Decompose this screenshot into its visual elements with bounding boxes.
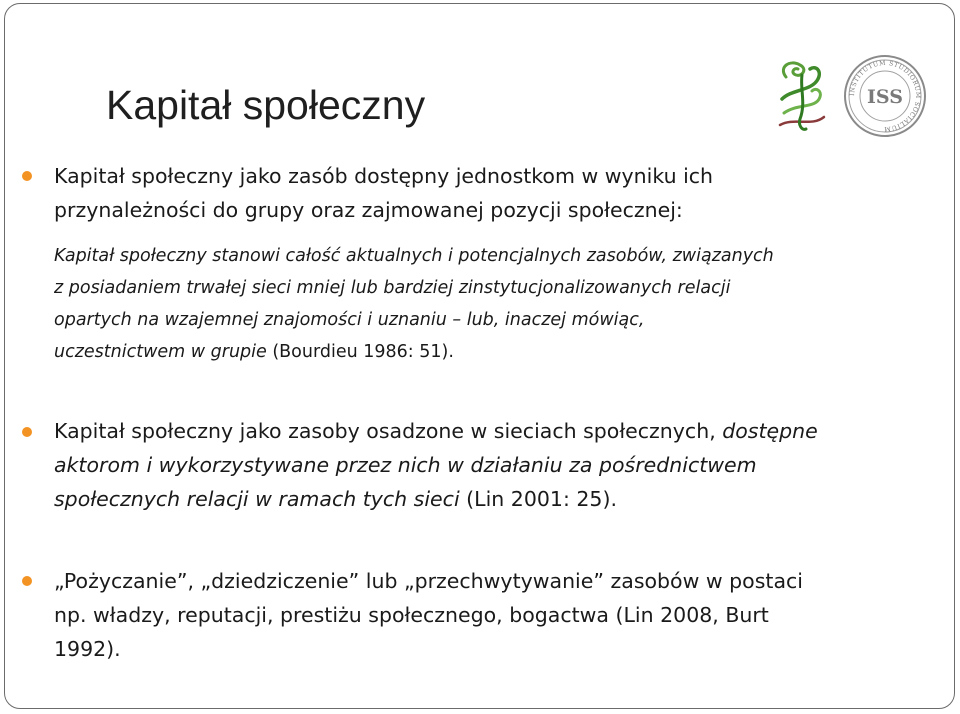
bullet-3-line-3: 1992).: [54, 637, 121, 661]
bullet-2-line-3: [54, 482, 818, 516]
bullet-2-text: [54, 414, 818, 516]
slide-title: Kapitał społeczny: [106, 82, 426, 128]
bullet-1-line-1: Kapitał społeczny jako zasób dostępny jednostkom w wyniku ich: [54, 164, 714, 188]
bullet-1-text: [54, 159, 713, 227]
bullet-2-marker: [22, 427, 32, 437]
bullet-3-line-2: np. władzy, reputacji, prestiżu społecznego, bogactwa (Lin 2008, Burt: [54, 603, 769, 627]
quote-line-3: opartych na wzajemnej znajomości i uznaniu – lub, inaczej mówiąc,: [54, 310, 645, 330]
bullet-1-line-2: przynależności do grupy oraz zajmowanej pozycji społecznej:: [54, 198, 683, 222]
bullet-2-line-3-italic: społecznych relacji w ramach tych sieci: [54, 487, 460, 511]
bullet-3-marker: [22, 576, 32, 586]
bullet-2-line-1-plain: Kapitał społeczny jako zasoby osadzone w sieciach społecznych,: [54, 419, 723, 443]
quote-line-4-italic: uczestnictwem w grupie: [54, 342, 267, 362]
quote-line-1: Kapitał społeczny stanowi całość aktualnych i potencjalnych zasobów, związanych: [54, 246, 774, 266]
iss-seal-logo-icon: [843, 54, 927, 138]
svg-text:ISS: ISS: [867, 86, 903, 108]
quote-line-2: z posiadaniem trwałej sieci mniej lub bardziej zinstytucjonalizowanych relacji: [54, 278, 731, 298]
bullet-2-line-1: [54, 414, 818, 448]
bullet-2-line-1-italic: dostępne: [722, 419, 818, 443]
bullet-2-citation: (Lin 2001: 25).: [459, 487, 617, 511]
quote-line-4: [54, 336, 774, 368]
bullet-3-text: [54, 564, 803, 666]
green-figure-logo-icon: [772, 55, 832, 137]
bullet-2-line-2: aktorom i wykorzystywane przez nich w działaniu za pośrednictwem: [54, 453, 757, 477]
bullet-3-line-1: „Pożyczanie”, „dziedziczenie” lub „przechwytywanie” zasobów w postaci: [54, 569, 803, 593]
svg-text:INSTITUTUM STUDIORUM SOCIALIUM: INSTITUTUM STUDIORUM SOCIALIUM: [848, 59, 922, 133]
bullet-1-marker: [22, 171, 32, 181]
quote-citation: (Bourdieu 1986: 51).: [266, 342, 454, 362]
bourdieu-quote: [54, 240, 774, 368]
